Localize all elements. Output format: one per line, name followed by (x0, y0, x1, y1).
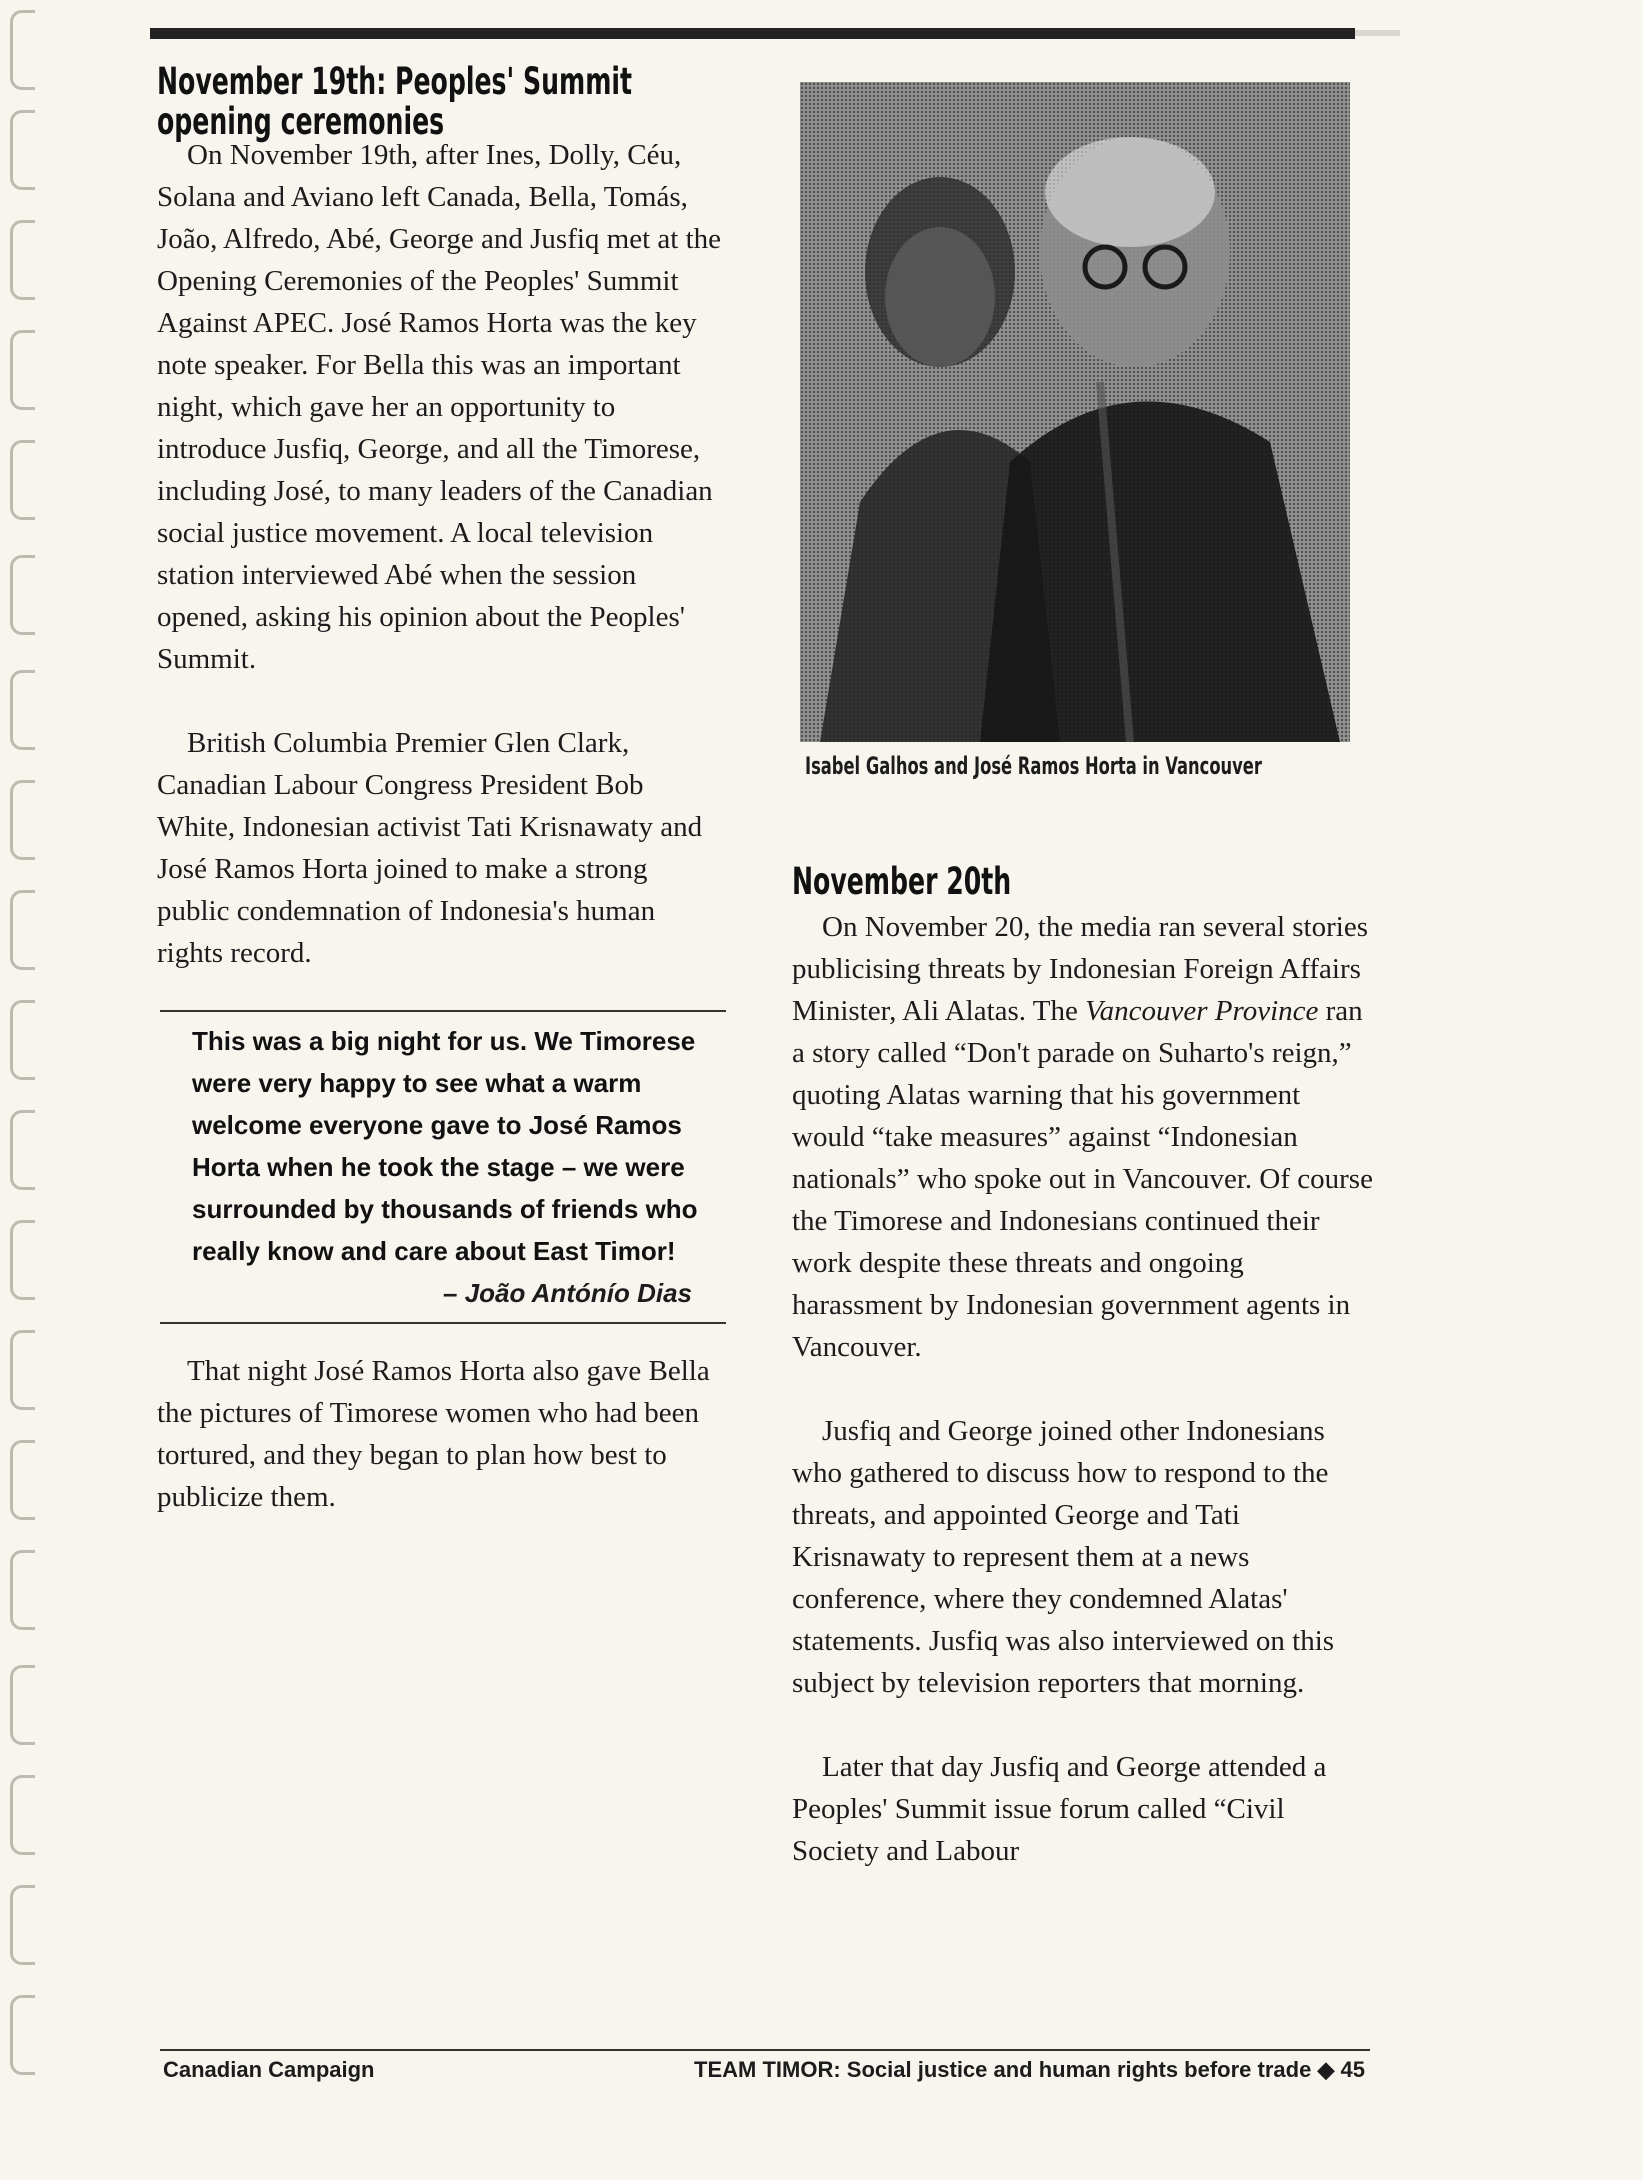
footer-title: TEAM TIMOR: Social justice and human rights before trade (694, 2057, 1312, 2082)
quote-attribution: – João Antónío Dias (443, 1278, 692, 1308)
binder-rings (0, 0, 60, 2180)
footer-section-name: Canadian Campaign (163, 2057, 375, 2082)
pull-quote (157, 1010, 727, 1324)
footer-bullet: ◆ (1317, 2057, 1335, 2082)
section-heading-nov-19: November 19th: Peoples' Summit opening ceremonies (157, 60, 633, 143)
top-rule (150, 28, 1355, 39)
paragraph-condemnation: British Columbia Premier Glen Clark, Canadian Labour Congress President Bob White, Indonesian activist Tati Krisnawaty and José Ramos Horta joined to make a strong public condemnation of Indonesia's human rights record. (157, 727, 703, 969)
top-rule-extension (1355, 30, 1400, 36)
quote-text: This was a big night for us. We Timorese were very happy to see what a warm welcome everyone gave to José Ramos Horta when he took the stage – we were surrounded by thousands of friends who really know and care about East Timor! (192, 1026, 698, 1266)
footer-rule (160, 2049, 1370, 2051)
para-text-end: ran a story called “Don't parade on Suharto's reign,” quoting Alatas warning that his government would “take measures” against “Indonesian nationals” who spoke out in Vancouver. Of course the Timorese and Indonesians continued their work despite these threats and ongoing harassment by Indonesian government agents in Vancouver. (792, 995, 1373, 1363)
newspaper-title: Vancouver Province (1085, 995, 1319, 1027)
paragraph-issue-forum: Later that day Jusfiq and George attended a Peoples' Summit issue forum called “Civil Society and Labour (792, 1751, 1327, 1867)
paragraph-pictures: That night José Ramos Horta also gave Bella the pictures of Timorese women who had been tortured, and they began to plan how best to publicize them. (157, 1355, 710, 1513)
section-heading-nov-20: November 20th (792, 860, 1012, 903)
right-column (792, 62, 1377, 1872)
photo-caption: Isabel Galhos and José Ramos Horta in Vancouver (805, 752, 1262, 780)
page-number: 45 (1340, 2057, 1365, 2082)
paragraph-opening-ceremonies: On November 19th, after Ines, Dolly, Céu, Solana and Aviano left Canada, Bella, Tomás, João, Alfredo, Abé, George and Jusfiq met at the Opening Ceremonies of the Peoples' Summit Against APEC. José Ramos Horta was the key note speaker. For Bella this was an important night, which gave her an opportunity to introduce Jusfiq, George, and all the Timorese, including José, to many leaders of the Canadian social justice movement. A local television station interviewed Abé when the session opened, asking his opinion about the Peoples' Summit. (157, 139, 722, 675)
para-text-start: On November 20, the media ran several stories publicising threats by Indonesian Foreign Affairs Minister, Ali Alatas. The (792, 911, 1368, 1027)
footer-running-title (694, 2057, 1365, 2083)
left-column (157, 62, 727, 1518)
paragraph-media-threats (792, 906, 1377, 1368)
paragraph-news-conference: Jusfiq and George joined other Indonesians who gathered to discuss how to respond to the threats, and appointed George and Tati Krisnawaty to represent them at a news conference, where they condemned Alatas' statements. Jusfiq was also interviewed on this subject by television reporters that morning. (792, 1415, 1335, 1699)
